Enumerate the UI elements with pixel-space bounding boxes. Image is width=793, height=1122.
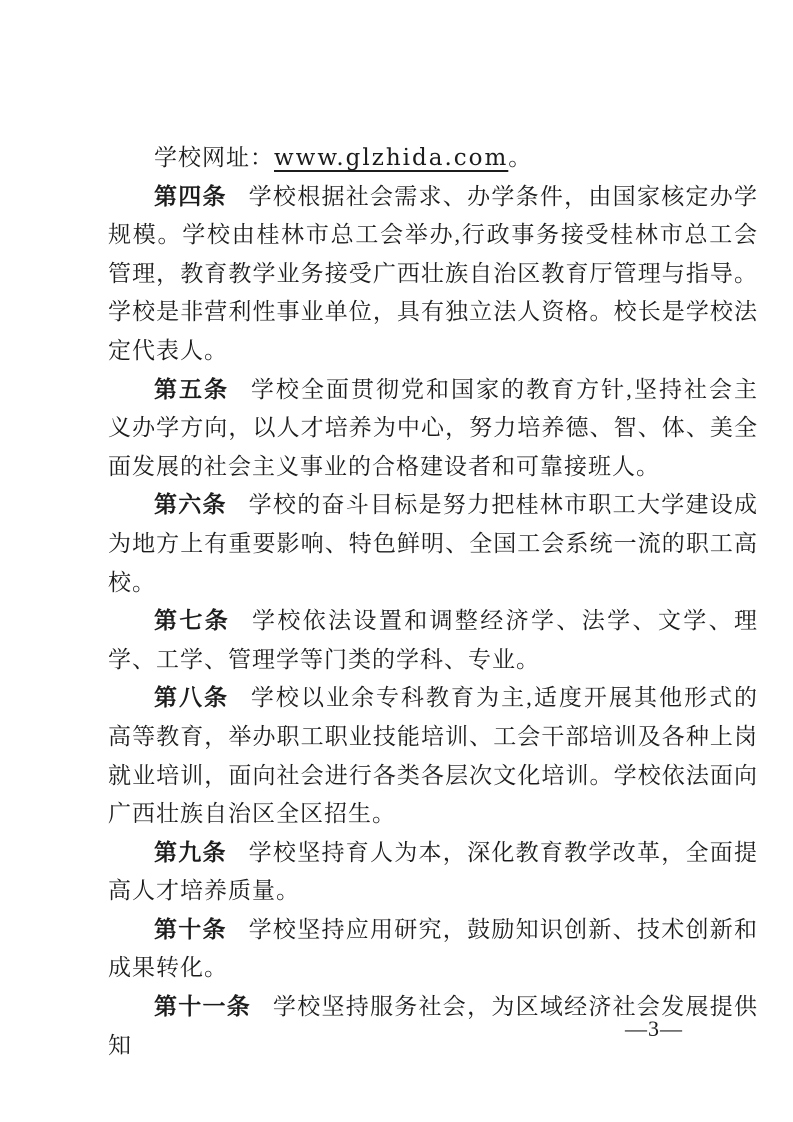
article-text: 学校全面贯彻党和国家的教育方针,坚持社会主义办学方向，以人才培养为中心，努力培养德、智、体、美全面发展的社会主义事业的合格建设者和可靠接班人。 (108, 376, 759, 479)
articles (108, 178, 758, 1066)
article-number: 第八条 (154, 685, 230, 711)
article-number: 第六条 (154, 492, 227, 518)
document-body (108, 139, 758, 1065)
article-text: 学校坚持服务社会，为区域经济社会发展提供知 (108, 994, 759, 1058)
article-text: 学校根据社会需求、办学条件，由国家核定办学规模。学校由桂林市总工会举办,行政事务接受桂林市总工会管理，教育教学业务接受广西壮族自治区教育厅管理与指导。学校是非营利性事业单位，具有独立法人资格。校长是学校法定代表人。 (108, 183, 759, 363)
website-period: 。 (508, 145, 533, 170)
website-line (108, 139, 758, 178)
page-number: —3— (625, 1016, 683, 1041)
article-paragraph (108, 486, 758, 602)
article-paragraph (108, 679, 758, 833)
article-number: 第九条 (154, 839, 227, 865)
article-number: 第七条 (154, 608, 231, 634)
article-paragraph (108, 178, 758, 371)
article-number: 第十条 (154, 916, 227, 942)
website-url-link[interactable]: www.glzhida.com (274, 145, 509, 171)
article-number: 第五条 (154, 376, 230, 402)
article-paragraph (108, 911, 758, 988)
article-text: 学校坚持育人为本，深化教育教学改革，全面提高人才培养质量。 (108, 839, 759, 904)
website-label: 学校网址： (154, 145, 274, 170)
article-text: 学校依法设置和调整经济学、法学、文学、理学、工学、管理学等门类的学科、专业。 (108, 608, 759, 672)
article-paragraph (108, 371, 758, 487)
article-paragraph (108, 602, 758, 679)
article-text: 学校坚持应用研究，鼓励知识创新、技术创新和成果转化。 (108, 916, 759, 981)
article-number: 第十一条 (154, 994, 252, 1020)
article-text: 学校的奋斗目标是努力把桂林市职工大学建设成为地方上有重要影响、特色鲜明、全国工会系统一流的职工高校。 (108, 492, 759, 595)
article-paragraph (108, 834, 758, 911)
article-number: 第四条 (154, 183, 227, 209)
article-text: 学校以业余专科教育为主,适度开展其他形式的高等教育，举办职工职业技能培训、工会干部培训及各种上岗就业培训，面向社会进行各类各层次文化培训。学校依法面向广西壮族自治区全区招生。 (108, 685, 759, 827)
